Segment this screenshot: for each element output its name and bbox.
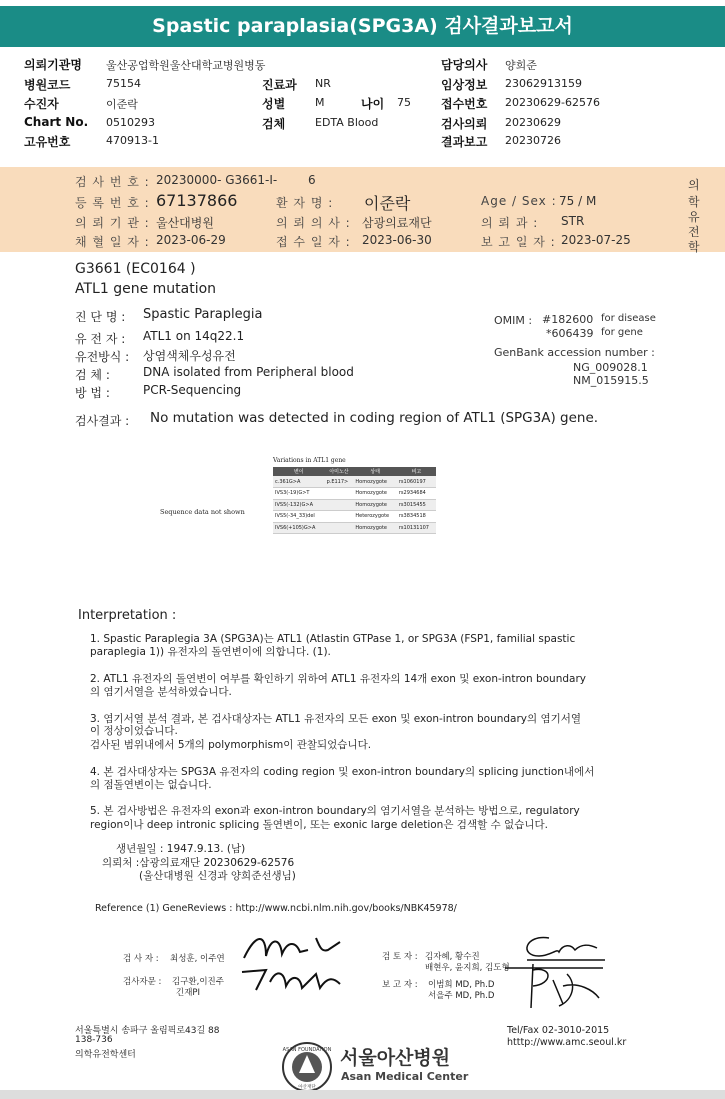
interp-4-line-2: 의 점돌연변이는 없습니다. [90, 779, 212, 791]
header-label-unique-no: 고유번호 [24, 135, 71, 149]
header-value-age: 75 [397, 96, 411, 109]
examiner-names: 최성훈, 이주연 [170, 954, 225, 964]
method-value: PCR-Sequencing [143, 383, 242, 397]
header-label-chart-no: Chart No. [24, 115, 89, 129]
age-sex-label: Age / Sex : [481, 194, 557, 208]
diag-label: 진 단 명 : [75, 310, 126, 324]
inst-label: 의 뢰 기 관 : [75, 216, 150, 230]
side-char-1: 의 [688, 178, 700, 192]
reference: Reference (1) GeneReviews : http://www.ncbi.nlm.nih.gov/books/NBK45978/ [95, 903, 457, 914]
table-header-row [273, 467, 436, 476]
gene-value: ATL1 on 14q22.1 [143, 329, 245, 343]
seal-text: ASAN FOUNDATION [282, 1047, 332, 1053]
tel-fax: Tel/Fax 02-3010-2015 [507, 1025, 610, 1036]
table-cell: Homozygote [353, 522, 397, 534]
interp-5-line-1: 5. 본 검사방법은 유전자의 exon과 exon-intron boundary의 염기서열을 분석하는 방법으로, regulatory [90, 805, 580, 817]
header-label-age: 나이 [361, 97, 385, 111]
exam-no: 20230000- G3661-I- [156, 173, 278, 187]
table-cell: Homozygote [353, 488, 397, 500]
dept: STR [561, 214, 585, 228]
genbank-label: GenBank accession number : [494, 346, 655, 359]
reviewer-names-1: 김자혜, 황수진 [425, 952, 480, 962]
table-cell: IVS3(-19)G>T [273, 488, 325, 500]
specimen-value: DNA isolated from Peripheral blood [143, 365, 354, 379]
side-char-3: 유 [688, 210, 700, 224]
header-value-dept: NR [315, 77, 331, 90]
gene-label: 유 전 자 : [75, 332, 126, 346]
inst: 울산대병원 [156, 216, 214, 230]
table-cell: IVS5(-132)G>A [273, 499, 325, 511]
reg-no-label: 등 록 번 호 : [75, 196, 150, 210]
advisor-label: 검사자문 : [123, 977, 162, 987]
header-value-chart-no: 0510293 [106, 116, 155, 129]
header-value-receipt-no: 20230629-62576 [505, 96, 600, 109]
reporter-label: 보 고 자 : [382, 980, 418, 990]
address-line-1: 서울특별시 송파구 올림픽로43길 88 [75, 1026, 220, 1036]
interp-1-line-1: 1. Spastic Paraplegia 3A (SPG3A)는 ATL1 (Atlastin GTPase 1, or SPG3A (FSP1, familial spastic [90, 633, 576, 645]
footer-bar [0, 1090, 725, 1099]
reviewer-signature [505, 930, 615, 964]
recv-date: 2023-06-30 [362, 233, 432, 247]
patient-name: 이준락 [364, 194, 411, 213]
interp-3-line-3: 검사된 범위내에서 5개의 polymorphism이 관찰되었습니다. [90, 739, 372, 751]
genbank-ng: NG_009028.1 [573, 361, 648, 374]
variations-table [273, 467, 436, 534]
dept-label: 의 뢰 과 : [481, 216, 539, 230]
side-char-4: 전 [688, 225, 700, 239]
advisor-names: 김구환,이진주 [172, 977, 224, 987]
hospital-name-ko: 서울아산병원 [340, 1047, 451, 1069]
recv-date-label: 접 수 일 자 : [276, 235, 351, 249]
reviewer-label: 검 토 자 : [382, 952, 418, 962]
report-date-label: 보 고 일 자 : [481, 235, 556, 249]
table-cell: rs1060197 [397, 476, 436, 488]
omim-disease-note: for disease [601, 313, 656, 324]
test-code: G3661 (EC0164 ) [75, 261, 196, 277]
examiner-signature [236, 928, 346, 962]
omim-disease: #182600 [542, 313, 594, 326]
header-label-hospital-code: 병원코드 [24, 78, 71, 92]
header-label-sex: 성별 [262, 97, 286, 111]
table-cell: p.E117> [325, 476, 354, 488]
table-header: 상태 [353, 467, 397, 476]
header-value-doctor: 양희준 [505, 59, 537, 72]
table-row [273, 488, 436, 500]
inherit-label: 유전방식 : [75, 350, 130, 364]
hospital-name-en: Asan Medical Center [341, 1070, 469, 1083]
side-char-2: 학 [688, 195, 700, 209]
test-name: ATL1 gene mutation [75, 281, 217, 297]
table-cell [325, 488, 354, 500]
diag-value: Spastic Paraplegia [143, 307, 263, 322]
table-cell: rs10131107 [397, 522, 436, 534]
table-cell [325, 499, 354, 511]
interp-3-line-2: 이 정상이었습니다. [90, 725, 178, 737]
variations-caption: Variations in ATL1 gene [273, 457, 346, 464]
birth-date: 생년월일 : 1947.9.13. (남) [116, 843, 246, 855]
table-row [273, 476, 436, 488]
omim-gene: *606439 [546, 327, 594, 340]
seal-inner-text: 아산재단 [298, 1085, 316, 1090]
result-label: 검사결과 : [75, 414, 130, 428]
table-cell: Heterozygote [353, 511, 397, 523]
table-header: 아미노산 [325, 467, 354, 476]
table-cell [325, 522, 354, 534]
table-row [273, 522, 436, 534]
header-value-request: 20230629 [505, 116, 561, 129]
header-label-request: 검사의뢰 [441, 117, 488, 131]
table-cell: IVS5(-34_33)del [273, 511, 325, 523]
report-date: 2023-07-25 [561, 233, 631, 247]
reg-no: 67137866 [156, 191, 238, 210]
header-label-institution: 의뢰기관명 [24, 58, 82, 72]
header-label-specimen: 검체 [262, 117, 286, 131]
header-label-dept: 진료과 [262, 78, 297, 92]
header-value-institution: 울산공업학원울산대학교병원병동 [106, 59, 266, 72]
report-title: Spastic paraplasia(SPG3A) 검사결과보고서 [0, 6, 725, 47]
header-value-clinical: 23062913159 [505, 77, 582, 90]
method-label: 방 법 : [75, 386, 110, 400]
genbank-nm: NM_015915.5 [573, 374, 649, 387]
inherit-value: 상염색체우성유전 [143, 349, 236, 363]
omim-label: OMIM : [494, 314, 533, 327]
reporter-names-1: 이범희 MD, Ph.D [428, 980, 495, 990]
header-value-patient: 이준락 [106, 98, 138, 111]
header-value-specimen: EDTA Blood [315, 116, 379, 129]
reporter-signature [503, 960, 613, 1016]
advisor-signature [236, 964, 346, 994]
interp-1-line-2: paraplegia 1)) 유전자의 돌연변이에 의합니다. (1). [90, 646, 331, 658]
address-line-2: 138-736 [75, 1035, 113, 1045]
interp-2-line-2: 의 염기서열을 분석하였습니다. [90, 686, 232, 698]
exam-no-label: 검 사 번 호 : [75, 175, 150, 189]
table-header: 비고 [397, 467, 436, 476]
table-row [273, 499, 436, 511]
referrer: 의뢰처 :삼광의료재단 20230629-62576 [102, 857, 295, 869]
reporter-names-2: 서을주 MD, Ph.D [428, 991, 495, 1001]
patient-label: 환 자 명 : [276, 196, 334, 210]
age-sex: 75 / M [559, 194, 597, 208]
title-bar [0, 0, 725, 58]
asan-foundation-seal [281, 1041, 333, 1093]
interp-3-line-1: 3. 염기서열 분석 결과, 본 검사대상자는 ATL1 유전자의 모든 exon 및 exon-intron boundary의 염기서열 [90, 713, 582, 725]
doctor: 삼광의료재단 [362, 216, 432, 230]
doctor-label: 의 뢰 의 사 : [276, 216, 351, 230]
interp-2-line-1: 2. ATL1 유전자의 돌연변이 여부를 확인하기 위하여 ATL1 유전자의 14개 exon 및 exon-intron boundary [90, 673, 586, 685]
advisor-names-2: 긴재PI [176, 988, 201, 998]
table-cell: IVS6(+105)G>A [273, 522, 325, 534]
table-row [273, 511, 436, 523]
header-label-result-report: 결과보고 [441, 135, 488, 149]
header-label-clinical: 임상정보 [441, 78, 488, 92]
exam-no-suffix: 6 [308, 173, 316, 187]
address-line-3: 의학유전학센터 [75, 1050, 136, 1060]
header-value-result-report: 20230726 [505, 134, 561, 147]
sequence-note: Sequence data not shown [160, 508, 245, 516]
specimen-label: 검 체 : [75, 368, 110, 382]
header-value-sex: M [315, 96, 325, 109]
examiner-label: 검 사 자 : [123, 954, 159, 964]
interpretation-heading: Interpretation : [78, 608, 177, 623]
draw-date: 2023-06-29 [156, 233, 226, 247]
draw-date-label: 채 혈 일 자 : [75, 235, 150, 249]
table-header: 변이 [273, 467, 325, 476]
header-label-receipt-no: 접수번호 [441, 97, 488, 111]
header-label-doctor: 담당의사 [441, 58, 488, 72]
interp-5-line-2: region이나 deep intronic splicing 돌연변이, 또는 exonic large deletion은 검색할 수 없습니다. [90, 819, 548, 831]
table-cell: rs3834518 [397, 511, 436, 523]
header-label-patient: 수진자 [24, 97, 59, 111]
referrer-detail: (울산대병원 신경과 양희준선생님) [139, 870, 296, 882]
table-cell: rs3015455 [397, 499, 436, 511]
header-value-unique-no: 470913-1 [106, 134, 159, 147]
side-char-5: 학 [688, 240, 700, 254]
interp-4-line-1: 4. 본 검사대상자는 SPG3A 유전자의 coding region 및 exon-intron boundary의 splicing junction내에서 [90, 766, 595, 778]
table-cell: c.361G>A [273, 476, 325, 488]
result-value: No mutation was detected in coding region of ATL1 (SPG3A) gene. [150, 410, 599, 426]
table-cell: rs2934684 [397, 488, 436, 500]
header-value-hospital-code: 75154 [106, 77, 141, 90]
table-cell: Homozygote [353, 499, 397, 511]
table-cell [325, 511, 354, 523]
omim-gene-note: for gene [601, 327, 643, 338]
table-cell: Homozygote [353, 476, 397, 488]
website: htttp://www.amc.seoul.kr [507, 1037, 627, 1048]
reviewer-names-2: 배현우, 윤지희, 김도형 [425, 963, 510, 973]
